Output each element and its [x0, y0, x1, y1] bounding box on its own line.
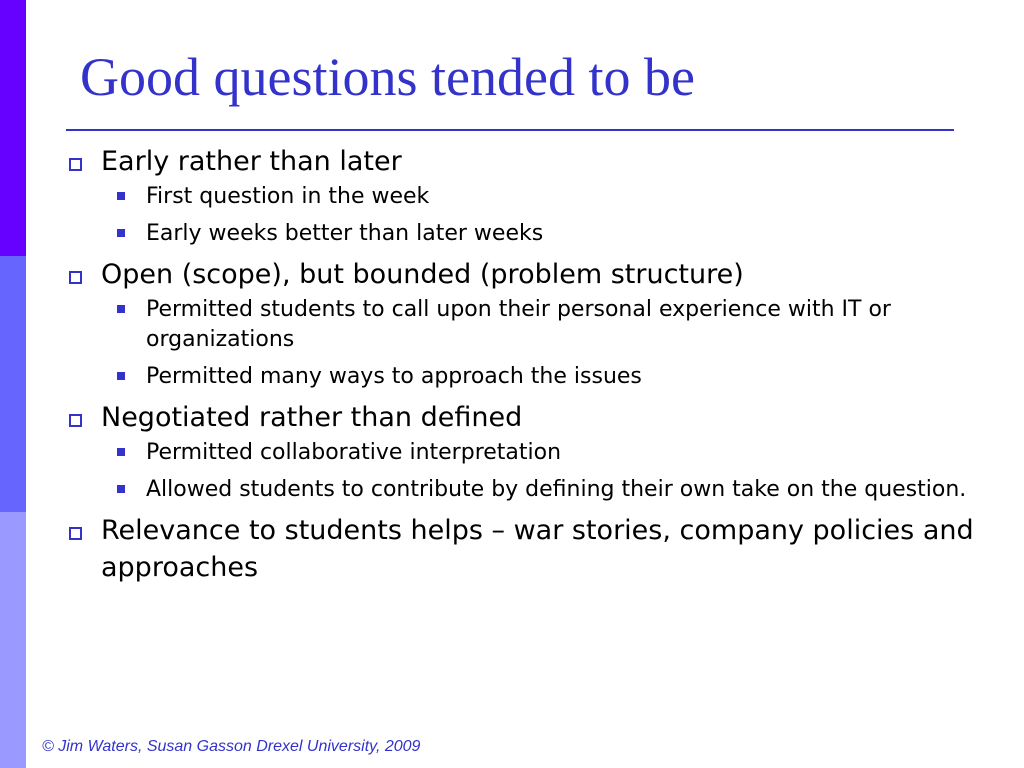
sub-bullet-item: [101, 475, 977, 505]
filled-square-bullet-icon: [117, 192, 125, 200]
sub-bullet-item: [101, 182, 977, 212]
filled-square-bullet-icon: [117, 485, 125, 493]
sub-bullet-text: Permitted students to call upon their personal experience with IT or organizations: [146, 297, 891, 352]
hollow-square-bullet-icon: [69, 271, 82, 284]
bullet-item: [67, 143, 977, 249]
filled-square-bullet-icon: [117, 229, 125, 237]
sub-bullet-list: [101, 295, 977, 392]
sub-bullet-text: First question in the week: [146, 184, 430, 209]
sidebar-band-middle: [0, 256, 26, 512]
bullet-item: [67, 256, 977, 392]
title-divider: [66, 129, 954, 131]
sidebar-band-bottom: [0, 512, 26, 768]
sub-bullet-list: [101, 438, 977, 505]
filled-square-bullet-icon: [117, 305, 125, 313]
hollow-square-bullet-icon: [69, 527, 82, 540]
sub-bullet-list: [101, 182, 977, 249]
sub-bullet-item: [101, 362, 977, 392]
bullet-list: [67, 143, 977, 592]
sub-bullet-text: Permitted collaborative interpretation: [146, 440, 562, 465]
bullet-text: Open (scope), but bounded (problem structure): [101, 259, 744, 290]
sidebar-band-top: [0, 0, 26, 256]
bullet-text: Negotiated rather than defined: [101, 402, 523, 433]
sub-bullet-item: [101, 219, 977, 249]
footer-copyright: © Jim Waters, Susan Gasson Drexel University, 2009: [42, 738, 421, 755]
bullet-text: Early rather than later: [101, 146, 402, 177]
hollow-square-bullet-icon: [69, 414, 82, 427]
bullet-text: Relevance to students helps – war stories, company policies and approaches: [101, 515, 974, 583]
bullet-item: [67, 399, 977, 505]
sub-bullet-text: Allowed students to contribute by defining their own take on the question.: [146, 477, 967, 502]
sub-bullet-item: [101, 438, 977, 468]
slide-title: Good questions tended to be: [80, 47, 695, 107]
sub-bullet-text: Permitted many ways to approach the issues: [146, 364, 642, 389]
sub-bullet-text: Early weeks better than later weeks: [146, 221, 544, 246]
filled-square-bullet-icon: [117, 372, 125, 380]
sub-bullet-item: [101, 295, 977, 355]
hollow-square-bullet-icon: [69, 158, 82, 171]
filled-square-bullet-icon: [117, 448, 125, 456]
bullet-item: [67, 512, 977, 586]
